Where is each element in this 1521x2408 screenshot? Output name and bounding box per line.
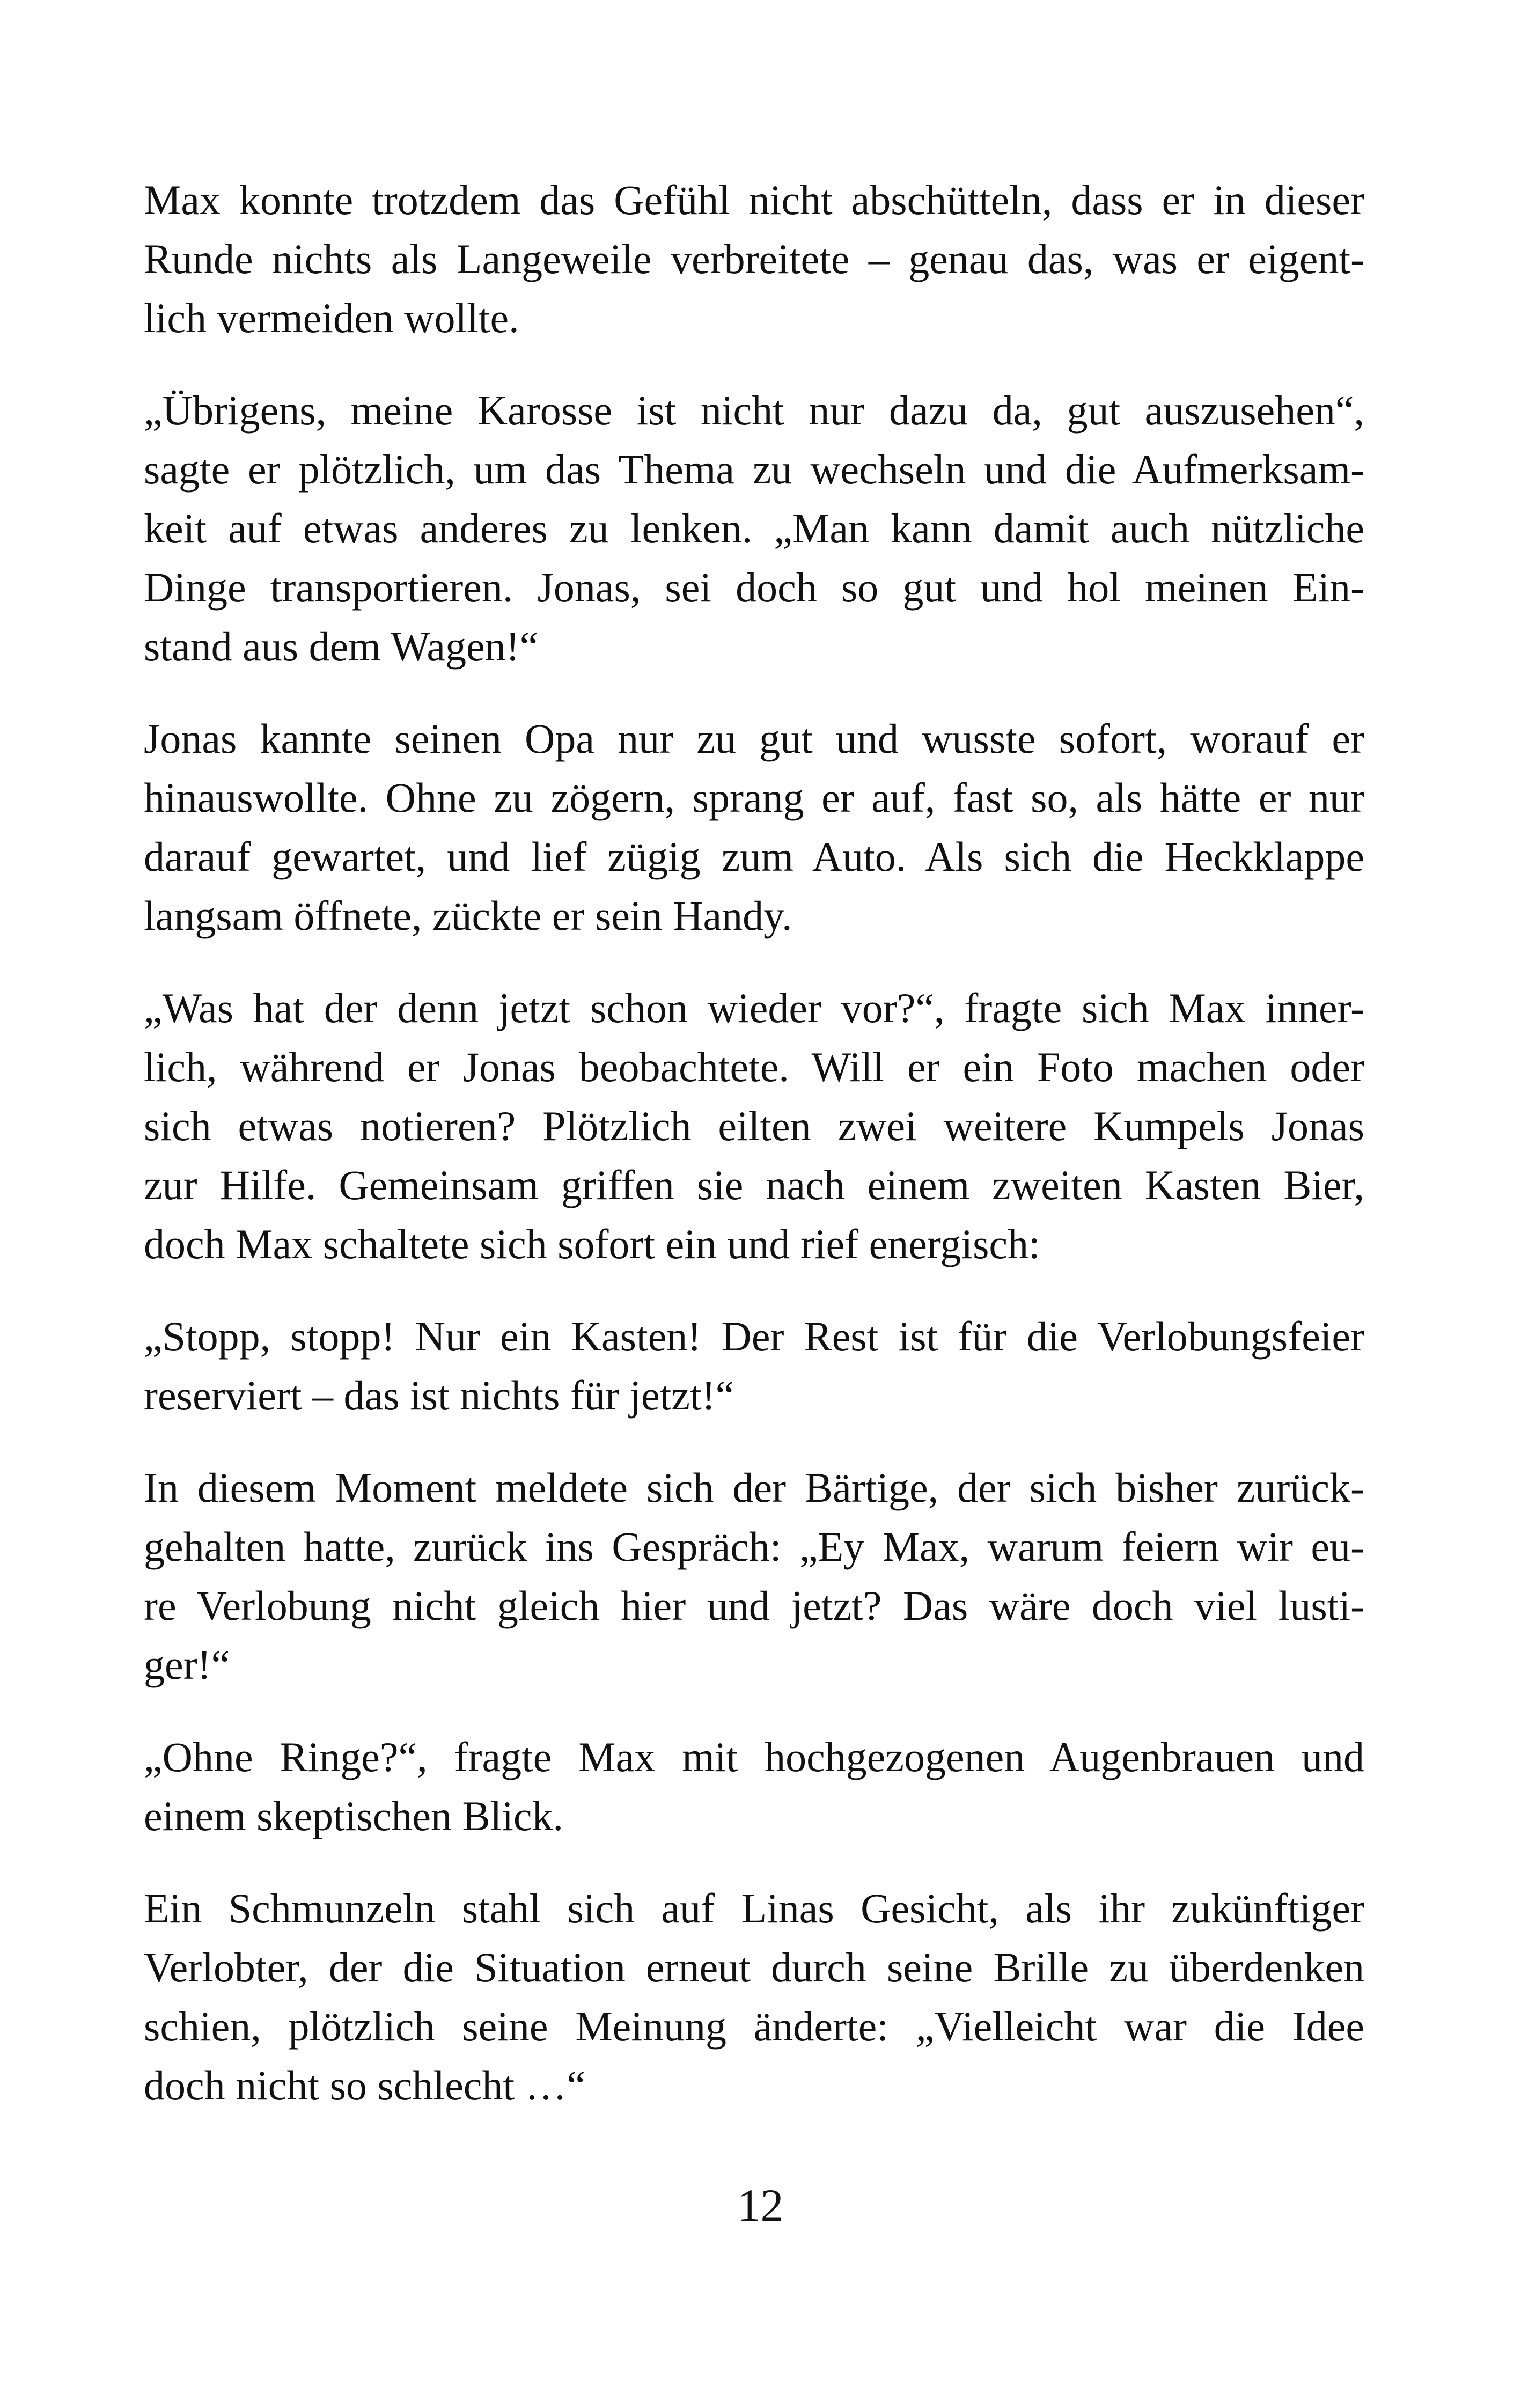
- page-body: [144, 171, 1364, 2148]
- text-line: Runde nichts als Langeweile verbreitete – genau das, was er eigent-: [144, 236, 1364, 282]
- text-line: Dinge transportieren. Jonas, sei doch so gut und hol meinen Ein-: [144, 564, 1364, 611]
- text-line: hinauswollte. Ohne zu zögern, sprang er auf, fast so, als hätte er nur: [144, 774, 1364, 821]
- text-line: ger!“: [144, 1641, 230, 1688]
- paragraph-7: [144, 1728, 1364, 1846]
- text-line: „Übrigens, meine Karosse ist nicht nur dazu da, gut auszusehen“,: [144, 387, 1364, 434]
- text-line: schien, plötzlich seine Meinung änderte: „Vielleicht war die Idee: [144, 2003, 1364, 2050]
- paragraph-6: [144, 1458, 1364, 1694]
- paragraph-4: [144, 979, 1364, 1274]
- page-number: 12: [737, 2179, 784, 2231]
- text-line: sich etwas notieren? Plötzlich eilten zwei weitere Kumpels Jonas: [144, 1103, 1364, 1149]
- text-line: sagte er plötzlich, um das Thema zu wechseln und die Aufmerksam-: [144, 446, 1364, 493]
- text-line: „Ohne Ringe?“, fragte Max mit hochgezogenen Augenbrauen und: [144, 1734, 1364, 1780]
- text-line: Ein Schmunzeln stahl sich auf Linas Gesicht, als ihr zukünftiger: [144, 1885, 1364, 1932]
- paragraph-5: [144, 1307, 1364, 1425]
- text-line: In diesem Moment meldete sich der Bärtige, der sich bisher zurück-: [144, 1464, 1364, 1511]
- text-line: reserviert – das ist nichts für jetzt!“: [144, 1372, 734, 1419]
- text-line: re Verlobung nicht gleich hier und jetzt? Das wäre doch viel lusti-: [144, 1582, 1364, 1629]
- text-line: „Was hat der denn jetzt schon wieder vor?“, fragte sich Max inner-: [144, 985, 1364, 1031]
- text-line: Jonas kannte seinen Opa nur zu gut und wusste sofort, worauf er: [144, 715, 1364, 762]
- text-line: lich, während er Jonas beobachtete. Will er ein Foto machen oder: [144, 1044, 1364, 1090]
- paragraph-3: [144, 709, 1364, 945]
- text-line: Max konnte trotzdem das Gefühl nicht abschütteln, dass er in dieser: [144, 177, 1364, 223]
- paragraph-8: [144, 1879, 1364, 2115]
- text-line: langsam öffnete, zückte er sein Handy.: [144, 892, 792, 939]
- text-line: keit auf etwas anderes zu lenken. „Man kann damit auch nützliche: [144, 505, 1364, 552]
- text-line: Verlobter, der die Situation erneut durch seine Brille zu überdenken: [144, 1944, 1364, 1991]
- text-line: stand aus dem Wagen!“: [144, 623, 539, 670]
- text-line: darauf gewartet, und lief zügig zum Auto. Als sich die Heckklappe: [144, 833, 1364, 880]
- text-line: „Stopp, stopp! Nur ein Kasten! Der Rest ist für die Verlobungsfeier: [144, 1313, 1364, 1360]
- text-line: gehalten hatte, zurück ins Gespräch: „Ey Max, warum feiern wir eu-: [144, 1523, 1364, 1570]
- text-line: einem skeptischen Blick.: [144, 1793, 563, 1839]
- paragraph-2: [144, 381, 1364, 676]
- text-line: doch nicht so schlecht …“: [144, 2062, 586, 2109]
- paragraph-1: [144, 171, 1364, 348]
- text-line: zur Hilfe. Gemeinsam griffen sie nach einem zweiten Kasten Bier,: [144, 1162, 1364, 1208]
- text-line: lich vermeiden wollte.: [144, 295, 519, 341]
- text-line: doch Max schaltete sich sofort ein und rief energisch:: [144, 1221, 1040, 1267]
